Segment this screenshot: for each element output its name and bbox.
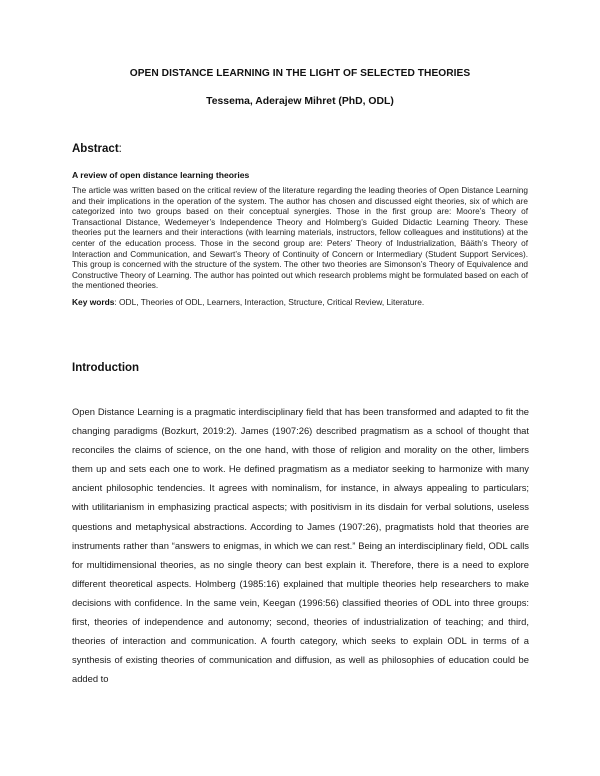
introduction-heading: Introduction: [72, 362, 140, 374]
abstract-text: The article was written based on the critical review of the literature regarding the leading theories of Open Distance Learning and their implications in the operation of the system. The author has chosen and discussed eight theories, six of which are categorized into two groups based on their conceptual synergies. Those in the first group are: Moore’s Theory of Transactional Distance, Wedemeyer’s Independence Theory and Holmberg’s Guided Didactic Learning Theory. These theories put the learners and their interactions (with learning materials, instructors, fellow colleagues and institutions) at the center of the education process. Those in the second group are: Peters’ Theory of Industrialization, Bääth’s Theory of Interaction and Communication, and Sewart’s Theory of Continuity of Concern or Intermediary (Student Support Services). This group is concerned with the structure of the system. The other two theories are Simonson’s Theory of Equivalence and Constructive Theory of Learning. The author has pointed out which research problems might be formulated based on each of the mentioned theories.: [72, 186, 528, 291]
keywords-label: Key words: [72, 297, 115, 307]
abstract-heading-colon: :: [118, 143, 122, 155]
abstract-heading: [72, 143, 122, 155]
paper-title: OPEN DISTANCE LEARNING IN THE LIGHT OF SELECTED THEORIES: [129, 68, 471, 79]
abstract-subheading: A review of open distance learning theories: [72, 170, 250, 180]
keywords-line: [72, 297, 528, 307]
keywords-list: : ODL, Theories of ODL, Learners, Interaction, Structure, Critical Review, Literature.: [114, 297, 425, 307]
abstract-heading-label: Abstract: [72, 143, 119, 155]
introduction-paragraph: Open Distance Learning is a pragmatic interdisciplinary field that has been transformed and adapted to fit the changing paradigms (Bozkurt, 2019:2). James (1907:26) described pragmatism as a school of thought that reconciles the claims of science, on the one hand, with those of religion and morality on the other, limbers them up and sets each one to work. He defined pragmatism as a mediator seeking to harmonize with many ancient philosophic tendencies. It agrees with nominalism, for instance, in always appealing to particulars; with utilitarianism in emphasizing practical aspects; with positivism in its disdain for verbal solutions, useless questions and metaphysical abstractions. According to James (1907:26), pragmatists hold that theories are instruments rather than “answers to enigmas, in which we can rest.” Being an interdisciplinary field, ODL calls for multidimensional theories, as no single theory can best explain it. Therefore, there is a need to explore different theoretical aspects. Holmberg (1985:16) explained that multiple theories help researchers to make decisions with confidence. In the same vein, Keegan (1996:56) classified theories of ODL into three groups: first, theories of independence and autonomy; second, theories of industrialization of teaching; and third, theories of interaction and communication. A fourth category, which seeks to explain ODL in terms of a synthesis of existing theories of communication and diffusion, as well as philosophies of education could be added to: [72, 406, 529, 685]
author-line: Tessema, Aderajew Mihret (PhD, ODL): [206, 96, 394, 107]
